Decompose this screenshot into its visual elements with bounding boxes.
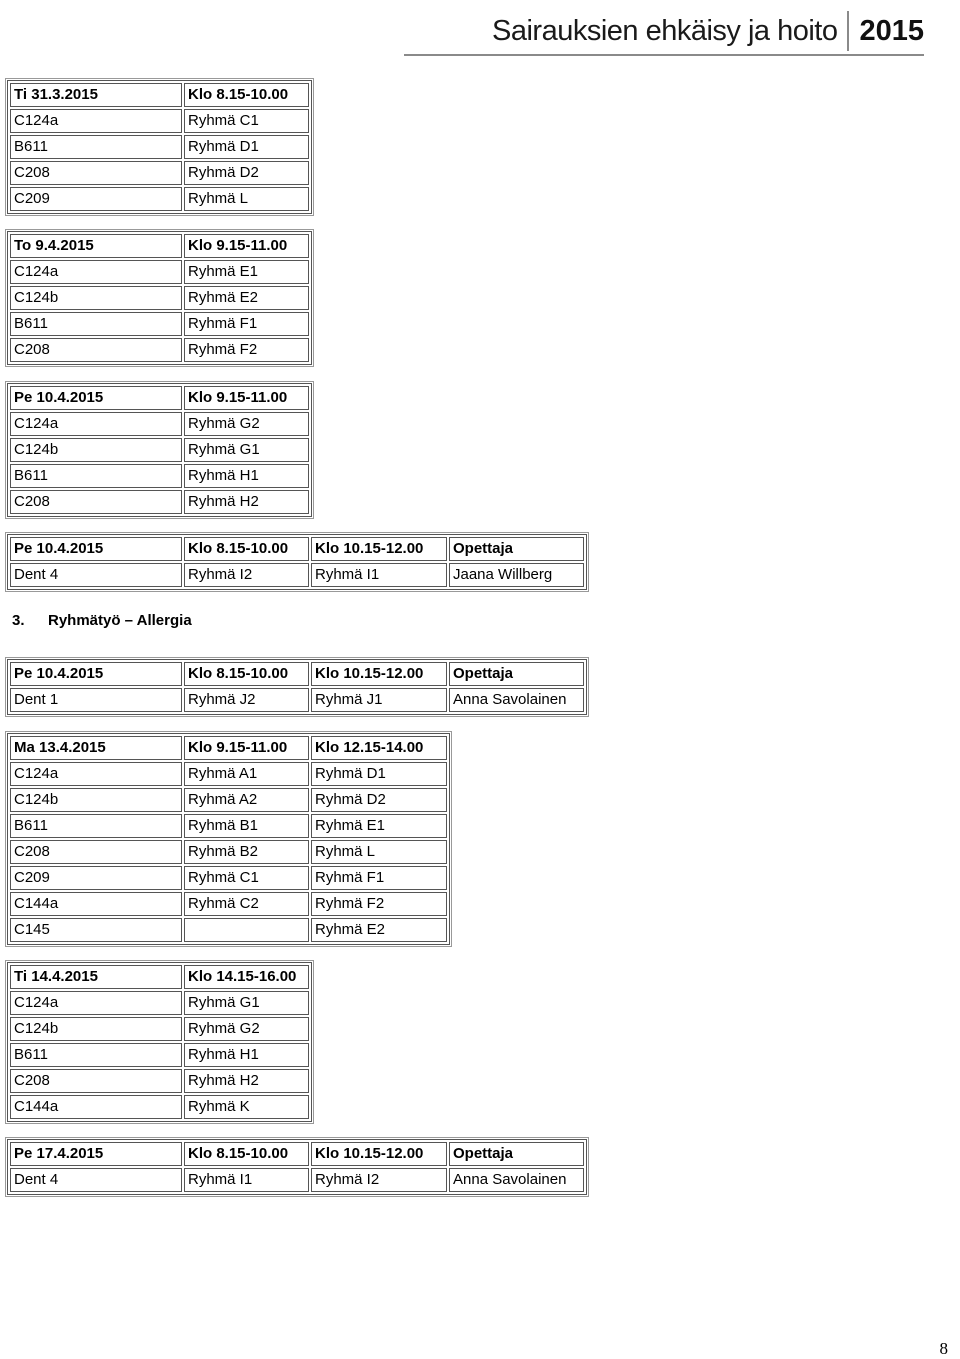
table-cell: Ryhmä H2	[184, 490, 309, 514]
table-row	[10, 338, 309, 362]
table-row	[10, 1095, 309, 1119]
table-cell: Ryhmä E2	[184, 286, 309, 310]
table-row	[10, 312, 309, 336]
table-header-row	[10, 234, 309, 258]
table-cell: B611	[10, 814, 182, 838]
table-cell: Ryhmä F2	[184, 338, 309, 362]
header-cell: Klo 10.15-12.00	[311, 1142, 447, 1166]
header-cell: Opettaja	[449, 1142, 584, 1166]
table-cell: C209	[10, 866, 182, 890]
header-cell: Klo 10.15-12.00	[311, 662, 447, 686]
table-cell: Ryhmä A1	[184, 762, 309, 786]
table-row	[10, 688, 584, 712]
table-row	[10, 918, 447, 942]
table-row	[10, 814, 447, 838]
table-cell: C209	[10, 187, 182, 211]
table-row	[10, 840, 447, 864]
table-cell: Ryhmä B1	[184, 814, 309, 838]
table-cell: C124b	[10, 286, 182, 310]
header-cell: Klo 14.15-16.00	[184, 965, 309, 989]
table-cell: C208	[10, 161, 182, 185]
table-row	[10, 1168, 584, 1192]
page-number: 8	[939, 1339, 948, 1358]
table-row	[10, 892, 447, 916]
section-title: Ryhmätyö – Allergia	[48, 612, 192, 629]
table-row	[10, 762, 447, 786]
schedule-table	[7, 231, 312, 365]
table-row	[10, 412, 309, 436]
table-cell: C124a	[10, 109, 182, 133]
table-cell: Dent 4	[10, 1168, 182, 1192]
table-row	[10, 490, 309, 514]
table-cell: Ryhmä I1	[184, 1168, 309, 1192]
table-cell: Ryhmä H1	[184, 1043, 309, 1067]
header-cell: Klo 10.15-12.00	[311, 537, 447, 561]
table-header-row	[10, 83, 309, 107]
table-row	[10, 135, 309, 159]
table-row	[10, 187, 309, 211]
table-cell: Ryhmä C1	[184, 109, 309, 133]
table-cell: C144a	[10, 892, 182, 916]
table-cell: Ryhmä D2	[184, 161, 309, 185]
header-cell: Pe 17.4.2015	[10, 1142, 182, 1166]
header-cell: Ti 31.3.2015	[10, 83, 182, 107]
header-cell: Opettaja	[449, 537, 584, 561]
schedule-table	[7, 733, 450, 945]
table-header-row	[10, 537, 584, 561]
header-cell: Klo 9.15-11.00	[184, 736, 309, 760]
table-row	[10, 1043, 309, 1067]
table-cell: C124b	[10, 438, 182, 462]
table-header-row	[10, 662, 584, 686]
schedule-table	[7, 962, 312, 1122]
table-cell: Jaana Willberg	[449, 563, 584, 587]
table-cell: Ryhmä G1	[184, 991, 309, 1015]
table-row	[10, 286, 309, 310]
table-row	[10, 161, 309, 185]
table-cell: Ryhmä K	[184, 1095, 309, 1119]
table-header-row	[10, 965, 309, 989]
schedule-table	[7, 659, 587, 715]
table-cell: B611	[10, 135, 182, 159]
header-cell: Pe 10.4.2015	[10, 662, 182, 686]
table-row	[10, 1017, 309, 1041]
table-cell: Ryhmä I2	[311, 1168, 447, 1192]
table-cell: Ryhmä L	[184, 187, 309, 211]
table-row	[10, 788, 447, 812]
table-cell: Ryhmä G2	[184, 412, 309, 436]
header-cell: Klo 8.15-10.00	[184, 1142, 309, 1166]
table-cell: C145	[10, 918, 182, 942]
table-cell: Ryhmä D1	[184, 135, 309, 159]
table-cell: Ryhmä E1	[311, 814, 447, 838]
table-row	[10, 464, 309, 488]
table-cell: Ryhmä H1	[184, 464, 309, 488]
document-year: 2015	[859, 14, 924, 47]
schedule-table	[7, 383, 312, 517]
schedule-table	[7, 80, 312, 214]
table-cell: Ryhmä L	[311, 840, 447, 864]
table-cell: Anna Savolainen	[449, 1168, 584, 1192]
header-cell: To 9.4.2015	[10, 234, 182, 258]
table-cell: C144a	[10, 1095, 182, 1119]
document-title: Sairauksien ehkäisy ja hoito	[492, 14, 838, 47]
table-cell: C124a	[10, 260, 182, 284]
table-header-row	[10, 736, 447, 760]
header-cell: Ti 14.4.2015	[10, 965, 182, 989]
header-cell: Klo 9.15-11.00	[184, 234, 309, 258]
table-row	[10, 991, 309, 1015]
table-cell: C208	[10, 840, 182, 864]
table-cell: Ryhmä J1	[311, 688, 447, 712]
table-cell: Ryhmä I2	[184, 563, 309, 587]
table-cell: Dent 4	[10, 563, 182, 587]
table-cell: Ryhmä C2	[184, 892, 309, 916]
header-cell: Klo 8.15-10.00	[184, 537, 309, 561]
table-cell: Ryhmä D1	[311, 762, 447, 786]
header-cell: Ma 13.4.2015	[10, 736, 182, 760]
table-cell: Ryhmä F2	[311, 892, 447, 916]
table-cell: Ryhmä H2	[184, 1069, 309, 1093]
table-cell: C124a	[10, 991, 182, 1015]
table-header-row	[10, 1142, 584, 1166]
table-cell: Anna Savolainen	[449, 688, 584, 712]
header-cell: Klo 12.15-14.00	[311, 736, 447, 760]
header-cell: Klo 8.15-10.00	[184, 83, 309, 107]
table-cell: Ryhmä A2	[184, 788, 309, 812]
header-cell: Klo 9.15-11.00	[184, 386, 309, 410]
table-row	[10, 109, 309, 133]
table-cell: C208	[10, 338, 182, 362]
page-header	[404, 8, 924, 56]
table-cell: B611	[10, 464, 182, 488]
table-cell	[184, 918, 309, 942]
table-cell: Ryhmä J2	[184, 688, 309, 712]
table-cell: Ryhmä E1	[184, 260, 309, 284]
table-cell: C124b	[10, 1017, 182, 1041]
header-cell: Klo 8.15-10.00	[184, 662, 309, 686]
table-header-row	[10, 386, 309, 410]
header-cell: Pe 10.4.2015	[10, 537, 182, 561]
table-cell: Ryhmä I1	[311, 563, 447, 587]
table-cell: Ryhmä C1	[184, 866, 309, 890]
table-cell: Ryhmä B2	[184, 840, 309, 864]
table-cell: Ryhmä F1	[311, 866, 447, 890]
table-row	[10, 563, 584, 587]
header-cell: Opettaja	[449, 662, 584, 686]
table-cell: C124b	[10, 788, 182, 812]
table-cell: C208	[10, 1069, 182, 1093]
table-row	[10, 260, 309, 284]
table-cell: Ryhmä G1	[184, 438, 309, 462]
table-cell: Dent 1	[10, 688, 182, 712]
table-cell: Ryhmä F1	[184, 312, 309, 336]
table-cell: Ryhmä G2	[184, 1017, 309, 1041]
table-cell: Ryhmä D2	[311, 788, 447, 812]
table-cell: C124a	[10, 412, 182, 436]
header-cell: Pe 10.4.2015	[10, 386, 182, 410]
schedule-table	[7, 1139, 587, 1195]
table-cell: C208	[10, 490, 182, 514]
table-row	[10, 438, 309, 462]
section-heading	[12, 612, 192, 629]
table-cell: B611	[10, 1043, 182, 1067]
table-cell: Ryhmä E2	[311, 918, 447, 942]
section-number: 3.	[12, 612, 25, 629]
table-cell: C124a	[10, 762, 182, 786]
table-row	[10, 866, 447, 890]
table-cell: B611	[10, 312, 182, 336]
schedule-table	[7, 534, 587, 590]
table-row	[10, 1069, 309, 1093]
